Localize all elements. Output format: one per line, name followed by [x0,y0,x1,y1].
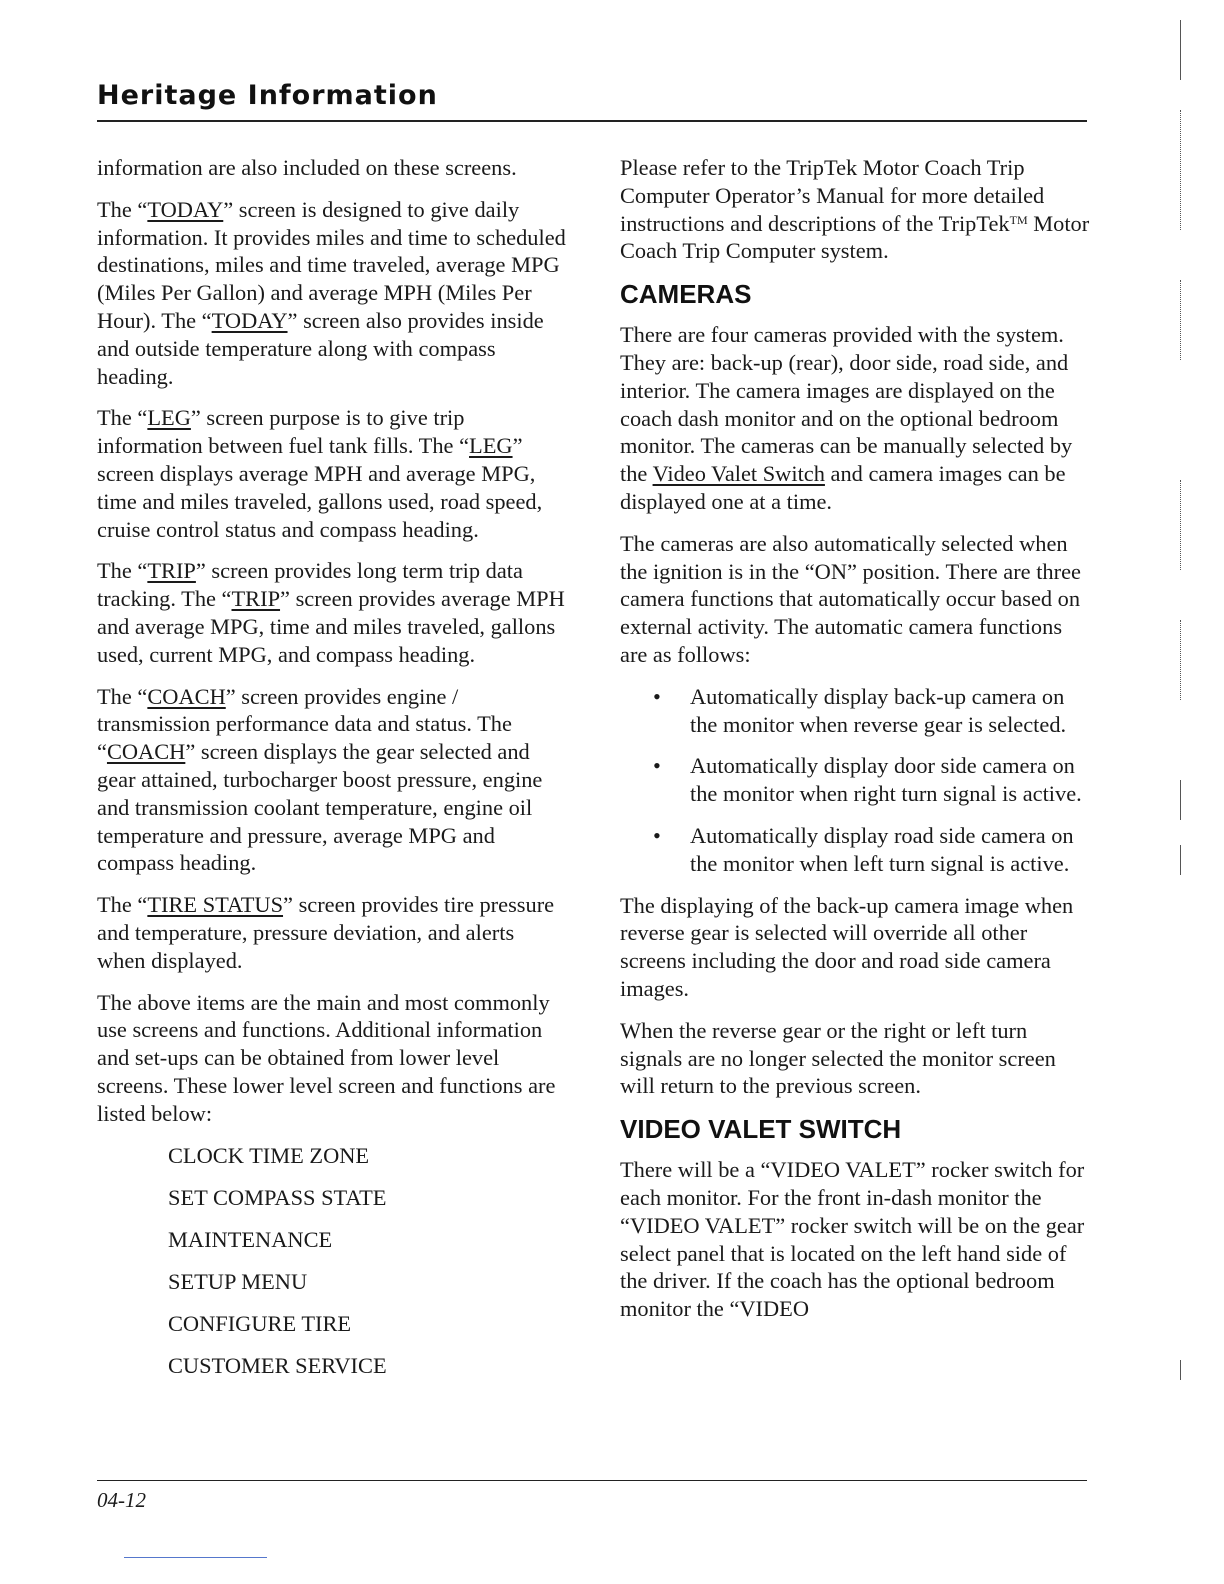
video-valet-heading: VIDEO VALET SWITCH [620,1114,902,1145]
right-column [620,154,1090,1337]
scan-margin-mark [1180,110,1181,230]
bullet-icon: • [653,753,661,779]
tire-status-paragraph: The “TIRE STATUS” screen provides tire pressure and temperature, pressure deviation, and alerts when displayed. [97,892,555,973]
leg-screen-paragraph: The “LEG” screen purpose is to give trip information between fuel tank fills. The “LEG” screen displays average MPH and average MPG, time and miles traveled, gallons used, road speed, cruise control status and compass heading. [97,405,543,542]
trip-screen-paragraph: The “TRIP” screen provides long term trip data tracking. The “TRIP” screen provides average MPH and average MPG, time and miles traveled, gallons used, current MPG, and compass heading. [97,558,565,667]
page-header-title: Heritage Information [97,80,438,111]
video-valet-switch-term: Video Valet Switch [652,461,825,487]
trip-screen-term: TRIP [231,586,281,612]
manual-reference-paragraph: Please refer to the TripTek Motor Coach Trip Computer Operator’s Manual for more detailed instructions and descriptions of the TripTek™ Motor Coach Trip Computer system. [620,155,1090,264]
scan-margin-mark [1180,480,1181,570]
camera-functions-list [620,683,1090,878]
list-item: CONFIGURE TIRE [168,1310,352,1336]
list-item: MAINTENANCE [168,1226,333,1252]
cameras-heading: CAMERAS [620,279,752,310]
bullet-icon: • [653,822,661,848]
cameras-paragraph: There are four cameras provided with the system. They are: back-up (rear), door side, road side, and interior. The camera images are displayed on the coach dash monitor and on the optional bedroom monitor. The cameras can be manually selected by the Video Valet Switch and camera images can be displayed one at a time. [620,322,1073,514]
override-paragraph: The displaying of the back-up camera image when reverse gear is selected will override all other screens including the door and road side camera images. [620,892,1074,1001]
video-valet-paragraph: There will be a “VIDEO VALET” rocker switch for each monitor. For the front in-dash monitor the “VIDEO VALET” rocker switch will be on the gear select panel that is located on the left hand side of the driver. If the coach has the optional bedroom monitor the “VIDEO [620,1157,1085,1322]
coach-screen-paragraph: The “COACH” screen provides engine / transmission performance data and status. The “COACH” screen displays the gear selected and gear attained, turbocharger boost pressure, engine and transmission coolant temperature, engine oil temperature and pressure, average MPG and compass heading. [97,683,543,876]
list-item: • Automatically display back-up camera on the monitor when reverse gear is selected. [653,683,1067,737]
lower-level-screen-list [97,1142,567,1380]
bullet-icon: • [653,683,661,709]
scan-margin-mark [1180,780,1181,820]
scan-margin-mark [1180,620,1181,700]
footer-rule [97,1480,1087,1481]
leg-screen-term: LEG [469,433,513,459]
scan-margin-mark [1180,1360,1181,1380]
list-item: CUSTOMER SERVICE [168,1352,387,1378]
list-item: SET COMPASS STATE [168,1184,387,1210]
scan-underline-mark [124,1557,267,1558]
today-screen-term: TODAY [147,196,224,222]
continued-paragraph: information are also included on these screens. [97,155,517,180]
tire-status-term: TIRE STATUS [147,892,284,918]
list-item: SETUP MENU [168,1268,308,1294]
today-screen-term: TODAY [211,307,288,333]
leg-screen-term: LEG [147,405,191,431]
today-screen-paragraph: The “TODAY” screen is designed to give daily information. It provides miles and time to scheduled destinations, miles and time traveled, average MPG (Miles Per Gallon) and average MPH (Miles Per Hour). The “TODAY” screen also provides inside and outside temperature along with compass heading. [97,196,566,389]
scan-margin-mark [1180,20,1181,80]
left-column [97,154,567,1394]
coach-screen-term: COACH [106,739,186,765]
return-paragraph: When the reverse gear or the right or left turn signals are no longer selected the monitor screen will return to the previous screen. [620,1017,1056,1099]
list-item: • Automatically display road side camera on the monitor when left turn signal is active. [653,822,1074,876]
scan-margin-mark [1180,845,1181,875]
trip-screen-term: TRIP [147,558,196,584]
trademark-mark: TM [1009,212,1028,227]
header-rule [97,120,1087,122]
list-item: • Automatically display door side camera on the monitor when right turn signal is active. [653,753,1082,807]
list-item: CLOCK TIME ZONE [168,1142,370,1168]
page-number: 04-12 [97,1488,146,1512]
auto-select-paragraph: The cameras are also automatically selected when the ignition is in the “ON” position. There are three camera functions that automatically occur based on external activity. The automatic camera functions are as follows: [620,530,1081,667]
coach-screen-term: COACH [147,683,226,709]
scan-margin-mark [1180,280,1181,360]
lower-level-screens-paragraph: The above items are the main and most commonly use screens and functions. Additional information and set-ups can be obtained from lower level screens. These lower level screen and functions are listed below: [97,989,556,1126]
